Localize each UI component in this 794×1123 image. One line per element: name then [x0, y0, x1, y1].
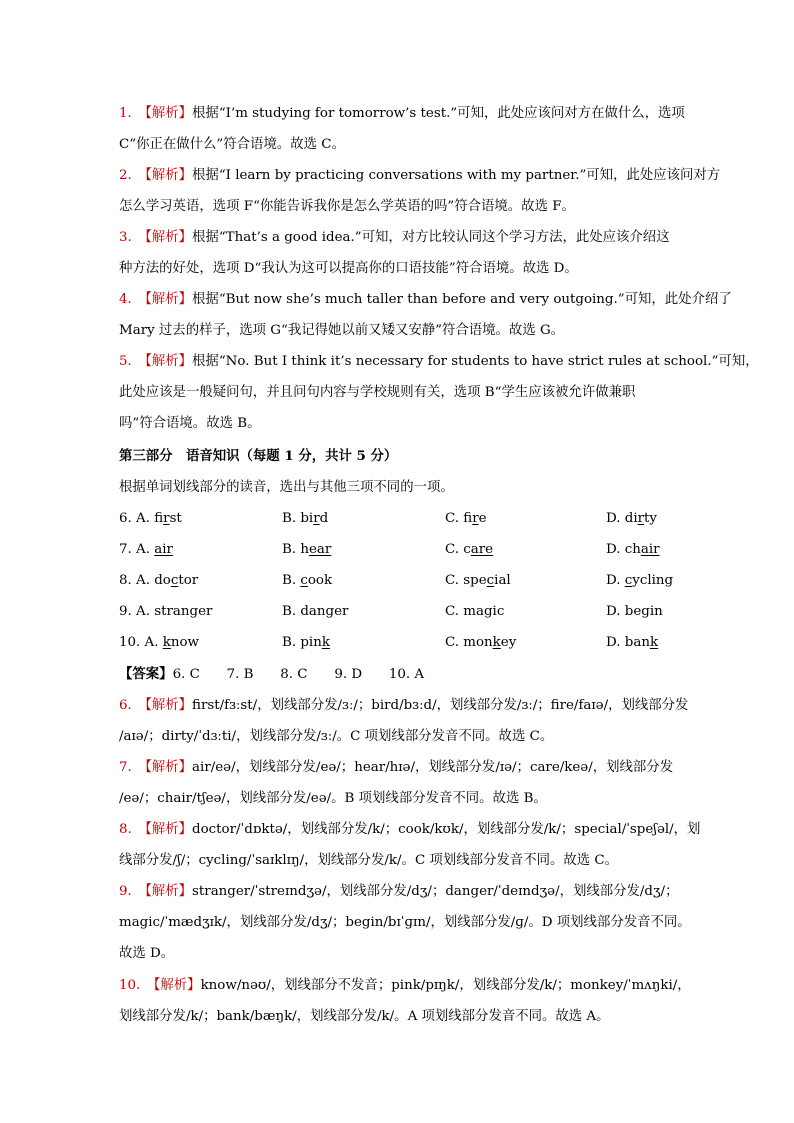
item-number: 1.	[119, 106, 132, 121]
explanation-10-line-2: 划线部分发/k/；bank/bæŋk/，划线部分发/k/。A 项划线部分发音不同。故选 A。	[119, 1009, 610, 1024]
analysis-tag: 【解析】	[145, 760, 193, 775]
explanation-9-line-1	[119, 884, 678, 900]
explanation-text: stranger/ˈstreɪndʒə/，划线部分发/dʒ/；danger/ˈdeɪndʒə/，划线部分发/dʒ/；	[192, 884, 679, 899]
explanation-text: 根据“That’s a good idea.”可知，对方比较认同这个学习方法，此处应该介绍这	[192, 230, 670, 245]
answer-label: 【答案】	[119, 666, 173, 682]
explanation-5-line-2: 此处应该是一般疑问句，并且问句内容与学校规则有关，选项 B“学生应该被允许做兼职	[119, 385, 636, 400]
explanation-text: 根据“No. But I think it’s necessary for students to have strict rules at school.”可知，	[192, 354, 759, 369]
explanation-text: doctor/ˈdɒktə/，划线部分发/k/；cook/kʊk/，划线部分发/k/；special/ˈspeʃəl/，划	[192, 822, 701, 837]
option-d: D. dirty	[606, 511, 657, 526]
option-c: C. special	[445, 573, 511, 588]
item-number: 7.	[119, 760, 132, 775]
item-number: 8.	[119, 822, 132, 837]
option-a: 7. A. air	[119, 542, 173, 557]
item-number: 10.	[119, 978, 141, 993]
option-a: 8. A. doctor	[119, 573, 199, 588]
analysis-tag: 【解析】	[145, 354, 193, 369]
explanation-8-line-2: 线部分发/ʃ/；cycling/ˈsaɪklɪŋ/，划线部分发/k/。C 项划线部分发音不同。故选 C。	[119, 853, 619, 868]
explanation-8-line-1	[119, 822, 700, 838]
analysis-tag: 【解析】	[145, 168, 193, 183]
explanation-text: know/nəʊ/，划线部分不发音；pink/pɪŋk/，划线部分发/k/；monkey/ˈmʌŋki/，	[200, 978, 691, 993]
option-c: C. care	[445, 542, 494, 557]
section-heading: 第三部分 语音知识（每题 1 分，共计 5 分）	[119, 448, 398, 464]
analysis-tag: 【解析】	[145, 106, 193, 121]
explanation-5-line-3: 吗”符合语境。故选 B。	[119, 416, 261, 431]
option-a: 6. A. first	[119, 511, 182, 526]
explanation-6-line-2: /aɪə/；dirty/ˈdɜːti/，划线部分发/ɜː/。C 项划线部分发音不同。故选 C。	[119, 729, 554, 744]
analysis-tag: 【解析】	[145, 292, 193, 307]
explanation-3-line-1	[119, 230, 670, 246]
explanation-text: first/fɜːst/，划线部分发/ɜː/；bird/bɜːd/，划线部分发/ɜː/；fire/faɪə/，划线部分发	[192, 698, 689, 713]
item-number: 5.	[119, 354, 132, 369]
explanation-4-line-2: Mary 过去的样子，选项 G“我记得她以前又矮又安静”符合语境。故选 G。	[119, 323, 565, 338]
option-b: B. cook	[282, 573, 333, 588]
explanation-3-line-2: 种方法的好处，选项 D“我认为这可以提高你的口语技能”符合语境。故选 D。	[119, 261, 578, 276]
analysis-tag: 【解析】	[145, 884, 193, 899]
explanation-4-line-1	[119, 292, 732, 308]
option-b: B. hear	[282, 542, 332, 557]
option-b: B. pink	[282, 635, 330, 650]
option-d: D. cycling	[606, 573, 674, 588]
explanation-2-line-2: 怎么学习英语，选项 F“你能告诉我你是怎么学英语的吗”符合语境。故选 F。	[119, 199, 575, 214]
explanation-text: 根据“But now she’s much taller than before and very outgoing.”可知，此处介绍了	[192, 292, 732, 307]
option-a: 9. A. stranger	[119, 604, 213, 619]
option-b: B. bird	[282, 511, 329, 526]
option-c: C. magic	[445, 604, 505, 619]
item-number: 6.	[119, 698, 132, 713]
explanation-text: air/eə/，划线部分发/eə/；hear/hɪə/，划线部分发/ɪə/；care/keə/，划线部分发	[192, 760, 674, 775]
explanation-10-line-1	[119, 978, 691, 994]
option-a: 10. A. know	[119, 635, 200, 650]
explanation-text: 根据“I’m studying for tomorrow’s test.”可知，此处应该问对方在做什么，选项	[192, 106, 685, 121]
option-c: C. monkey	[445, 635, 517, 650]
explanation-text: 根据“I learn by practicing conversations with my partner.”可知，此处应该问对方	[192, 168, 721, 183]
item-number: 3.	[119, 230, 132, 245]
answer-key	[119, 666, 424, 683]
item-number: 2.	[119, 168, 132, 183]
option-d: D. bank	[606, 635, 659, 650]
explanation-9-line-3: 故选 D。	[119, 946, 175, 961]
option-d: D. chair	[606, 542, 660, 557]
analysis-tag: 【解析】	[145, 822, 193, 837]
option-b: B. danger	[282, 604, 349, 619]
explanation-5-line-1	[119, 354, 759, 370]
explanation-7-line-1	[119, 760, 673, 776]
option-c: C. fire	[445, 511, 487, 526]
explanation-1-line-2: C“你正在做什么”符合语境。故选 C。	[119, 137, 345, 152]
item-number: 9.	[119, 884, 132, 899]
explanation-7-line-2: /eə/；chair/tʃeə/，划线部分发/eə/。B 项划线部分发音不同。故选 B。	[119, 791, 547, 806]
explanation-6-line-1	[119, 698, 688, 714]
explanation-9-line-2: magic/ˈmædʒɪk/，划线部分发/dʒ/；begin/bɪˈɡɪn/，划线部分发/ɡ/。D 项划线部分发音不同。	[119, 915, 691, 930]
instructions: 根据单词划线部分的读音，选出与其他三项不同的一项。	[119, 480, 454, 495]
answer-text: 6. C 7. B 8. C 9. D 10. A	[172, 667, 425, 682]
option-d: D. begin	[606, 604, 663, 619]
explanation-2-line-1	[119, 168, 720, 184]
analysis-tag: 【解析】	[145, 230, 193, 245]
explanation-1-line-1	[119, 106, 685, 122]
analysis-tag: 【解析】	[145, 698, 193, 713]
item-number: 4.	[119, 292, 132, 307]
analysis-tag: 【解析】	[153, 978, 201, 993]
